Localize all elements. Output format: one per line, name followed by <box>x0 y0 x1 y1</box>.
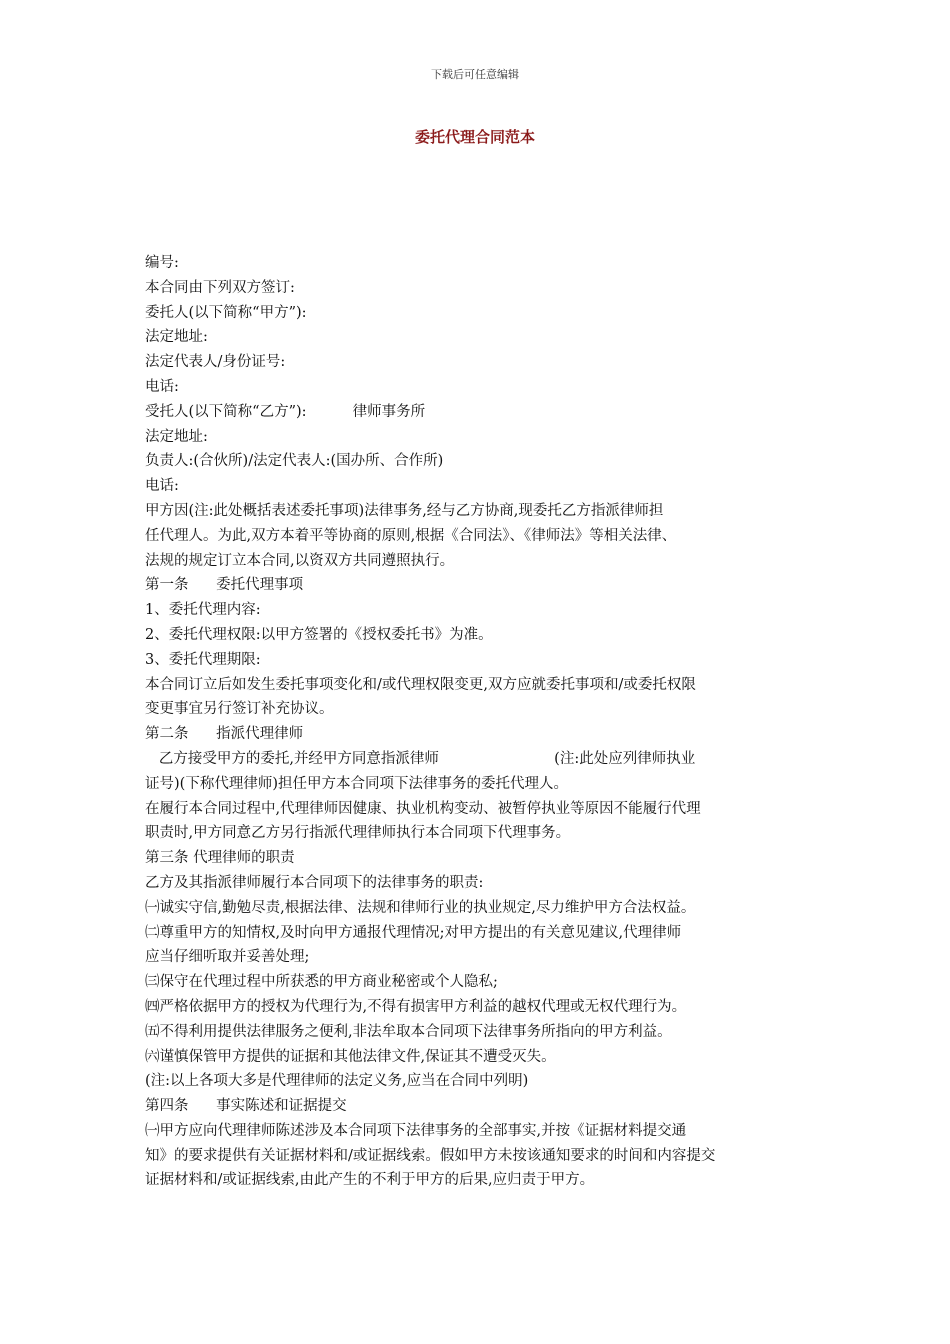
line-number: 编号: <box>145 255 179 271</box>
article-3-intro: 乙方及其指派律师履行本合同项下的法律事务的职责: <box>145 874 484 891</box>
article-3-heading: 第三条 代理律师的职责 <box>145 850 295 867</box>
article-1-item-1: 1、委托代理内容: <box>145 602 261 619</box>
line-preamble-2: 任代理人。为此,双方本着平等协商的原则,根据《合同法》、《律师法》等相关法律、 <box>145 527 677 544</box>
article-1-item-2: 2、委托代理权限:以甲方签署的《授权委托书》为准。 <box>145 626 493 643</box>
article-3-item-5: ㈤不得利用提供法律服务之便利,非法牟取本合同项下法律事务所指向的甲方利益。 <box>145 1023 672 1040</box>
line-agent: 受托人(以下简称“乙方”): 律师事务所 <box>145 403 426 420</box>
article-2-heading: 第二条 指派代理律师 <box>145 726 304 743</box>
line-agent-responsible: 负责人:(合伙所)/法定代表人:(国办所、合作所) <box>145 453 444 470</box>
article-3-item-1: ㈠诚实守信,勤勉尽责,根据法律、法规和律师行业的执业规定,尽力维护甲方合法权益。 <box>145 899 696 916</box>
line-signing-parties: 本合同由下列双方签订: <box>145 279 295 296</box>
line-principal-address: 法定地址: <box>145 329 208 346</box>
article-2-text-2: 证号)(下称代理律师)担任甲方本合同项下法律事务的委托代理人。 <box>145 775 568 792</box>
line-preamble-1: 甲方因(注:此处概括表述委托事项)法律事务,经与乙方协商,现委托乙方指派律师担 <box>145 502 664 519</box>
article-3-item-3: ㈢保守在代理过程中所获悉的甲方商业秘密或个人隐私; <box>145 974 498 991</box>
article-1-text-1: 本合同订立后如发生委托事项变化和/或代理权限变更,双方应就委托事项和/或委托权限 <box>145 676 696 693</box>
header-note: 下载后可任意编辑 <box>431 68 519 81</box>
article-3-note: (注:以上各项大多是代理律师的法定义务,应当在合同中列明) <box>145 1073 529 1090</box>
article-2-text-1: 乙方接受甲方的委托,并经甲方同意指派律师 (注:此处应列律师执业 <box>145 750 696 767</box>
line-principal-representative: 法定代表人/身份证号: <box>145 354 286 371</box>
line-principal: 委托人(以下简称“甲方”): <box>145 304 307 321</box>
article-2-text-4: 职责时,甲方同意乙方另行指派代理律师执行本合同项下代理事务。 <box>145 825 571 842</box>
line-preamble-3: 法规的规定订立本合同,以资双方共同遵照执行。 <box>145 552 455 569</box>
article-3-item-6: ㈥谨慎保管甲方提供的证据和其他法律文件,保证其不遭受灭失。 <box>145 1048 556 1065</box>
article-3-item-4: ㈣严格依据甲方的授权为代理行为,不得有损害甲方利益的越权代理或无权代理行为。 <box>145 998 687 1015</box>
document-body <box>145 251 815 1193</box>
line-agent-phone: 电话: <box>145 478 179 495</box>
article-4-item-1a: ㈠甲方应向代理律师陈述涉及本合同项下法律事务的全部事实,并按《证据材料提交通 <box>145 1122 687 1139</box>
article-4-item-1c: 证据材料和/或证据线索,由此产生的不利于甲方的后果,应归责于甲方。 <box>145 1172 595 1189</box>
document-title: 委托代理合同范本 <box>414 128 535 146</box>
article-2-text-3: 在履行本合同过程中,代理律师因健康、执业机构变动、被暂停执业等原因不能履行代理 <box>145 800 701 817</box>
article-3-item-2b: 应当仔细听取并妥善处理; <box>145 949 310 966</box>
article-1-text-2: 变更事宜另行签订补充协议。 <box>145 701 334 718</box>
article-1-heading: 第一条 委托代理事项 <box>145 577 304 594</box>
article-4-heading: 第四条 事实陈述和证据提交 <box>145 1098 347 1115</box>
article-4-item-1b: 知》的要求提供有关证据材料和/或证据线索。假如甲方未按该通知要求的时间和内容提交 <box>145 1147 716 1164</box>
line-principal-phone: 电话: <box>145 378 179 395</box>
article-1-item-3: 3、委托代理期限: <box>145 651 261 668</box>
line-agent-address: 法定地址: <box>145 428 208 445</box>
article-3-item-2a: ㈡尊重甲方的知情权,及时向甲方通报代理情况;对甲方提出的有关意见建议,代理律师 <box>145 924 682 941</box>
